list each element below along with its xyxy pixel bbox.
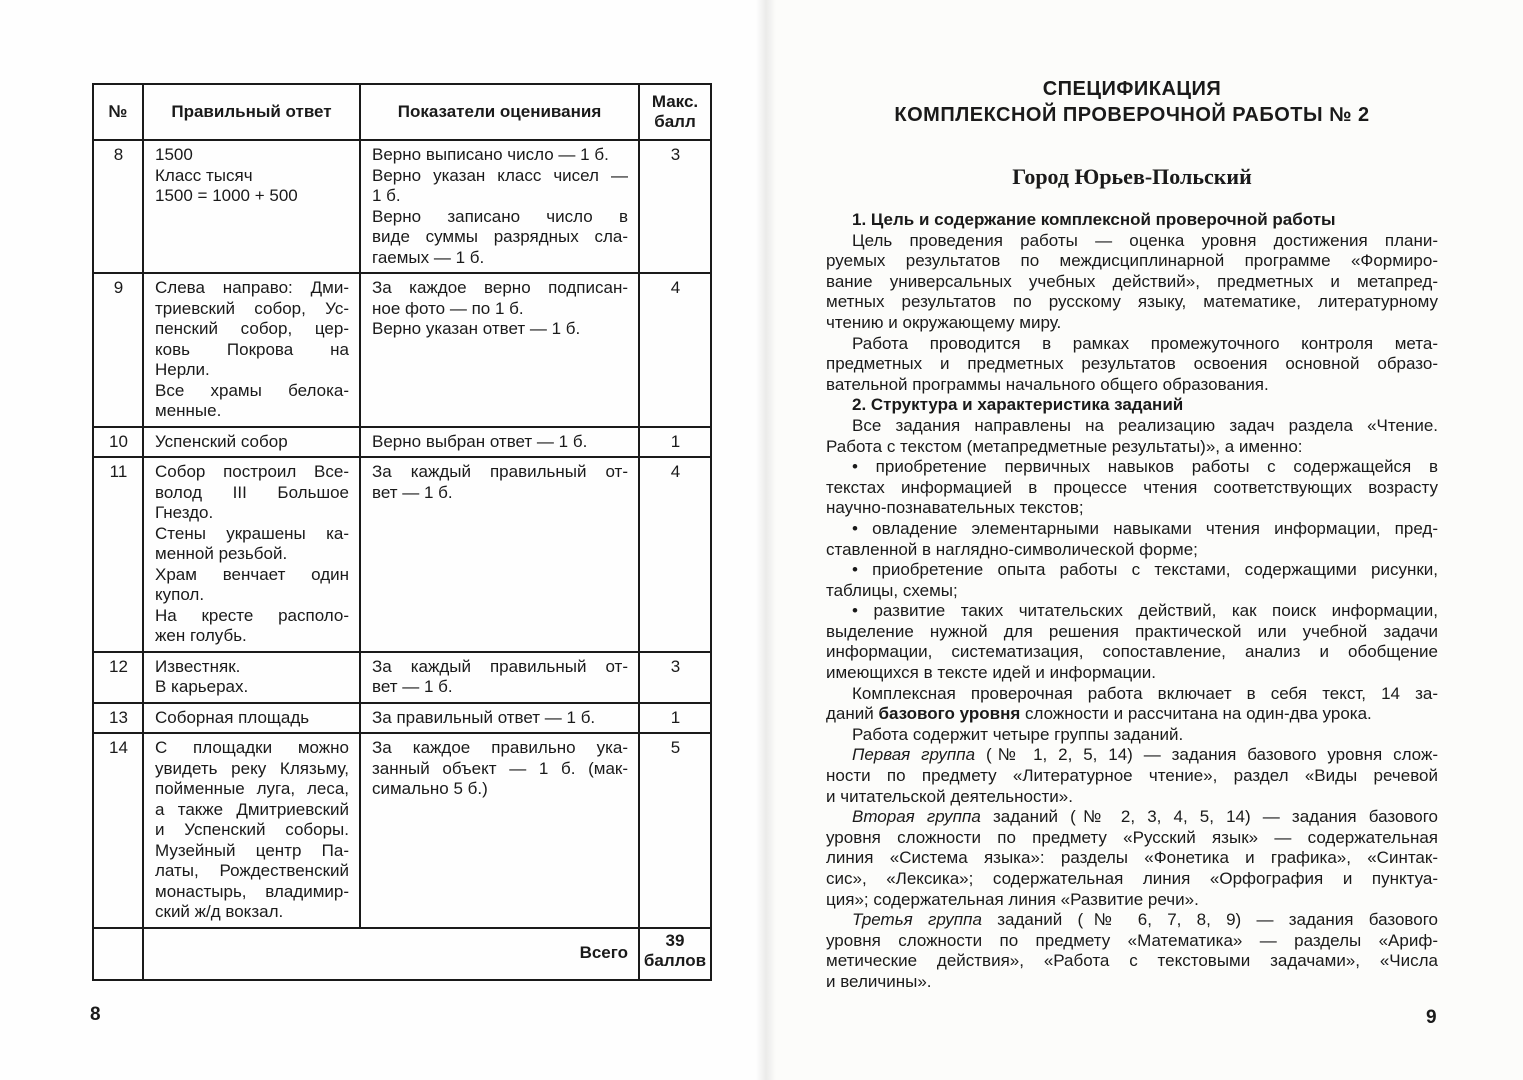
task-number: 9 — [93, 273, 143, 427]
text-line: и читательской деятельности». — [826, 786, 1073, 806]
paragraph — [826, 807, 1438, 910]
table-row — [93, 733, 711, 928]
text-line: менные. — [155, 401, 222, 420]
correct-answer-cell — [143, 733, 360, 928]
text-line: 1. Цель и содержание комплексной проверочной работы — [852, 210, 1336, 229]
text-line — [826, 704, 1438, 725]
max-score: 3 — [639, 652, 711, 703]
text-segment: (№ 1, 2, 5, 14) — задания базового уровня слож- — [975, 745, 1438, 765]
text-line: выделение нужной для решения практической или учебной задачи — [826, 621, 1438, 641]
text-line: имеющихся в тексте идей и информации. — [826, 663, 1156, 683]
text-line: За каждое правильно ука- — [372, 738, 628, 757]
text-line: Верно указан класс чисел — — [372, 165, 628, 185]
text-line: волод III Большое — [155, 482, 349, 502]
text-line: Слева направо: Дми- — [155, 278, 349, 297]
text-line: жен голубь. — [155, 626, 247, 645]
text-line: Все храмы белока- — [155, 380, 349, 400]
text-line: вет — 1 б. — [372, 482, 453, 502]
header-max-score — [639, 84, 711, 140]
text-line: и Успенский соборы. — [155, 820, 349, 839]
text-line: За каждое верно подписан- — [372, 278, 628, 297]
criteria-cell — [360, 273, 639, 427]
text-line: Стены украшены ка- — [155, 523, 349, 543]
paragraph — [826, 560, 1438, 601]
text-line: увидеть реку Клязьму, — [155, 758, 349, 778]
task-number: 13 — [93, 703, 143, 734]
page-number-right: 9 — [1426, 1007, 1437, 1028]
text-line: Известняк. — [155, 656, 241, 676]
total-value-cell — [639, 928, 711, 980]
italic-term: Третья группа — [852, 910, 982, 930]
text-line: ставленной в наглядно-символической форме; — [826, 539, 1198, 559]
text-line: Работа проводится в рамках промежуточного контроля мета- — [852, 333, 1438, 353]
criteria-cell — [360, 733, 639, 928]
text-line: Соборная площадь — [155, 707, 310, 727]
text-segment: заданий (№ 6, 7, 8, 9) — задания базового — [981, 910, 1438, 930]
text-line: ное фото — по 1 б. — [372, 298, 524, 318]
section-heading — [826, 210, 1438, 231]
table-row — [93, 652, 711, 703]
text-line: Верно записано число в — [372, 206, 628, 226]
text-line: предметных и предметных результатов освоения основной образо- — [826, 354, 1438, 374]
paragraph — [826, 745, 1438, 807]
text-line: Все задания направлены на реализацию задач раздела «Чтение. — [852, 415, 1438, 435]
correct-answer-cell — [143, 652, 360, 703]
text-line: монастырь, владимир- — [155, 881, 349, 901]
text-segment: даний — [826, 704, 879, 724]
text-line: 1500 = 1000 + 500 — [155, 186, 298, 205]
max-score: 4 — [639, 273, 711, 427]
paragraph — [826, 231, 1438, 334]
text-line: • овладение элементарными навыками чтения информации, пред- — [852, 518, 1438, 538]
table-row — [93, 273, 711, 427]
text-line: В карьерах. — [155, 677, 249, 696]
text-line: Класс тысяч — [155, 165, 253, 185]
paragraph — [826, 519, 1438, 560]
paragraph — [826, 334, 1438, 396]
text-line: На кресте располо- — [155, 605, 349, 625]
text-line: Верно выписано число — 1 б. — [372, 145, 609, 164]
table-row — [93, 140, 711, 273]
paragraph — [826, 725, 1438, 746]
text-line: руемых результатов по междисциплинарной программе «Формиро- — [826, 251, 1438, 271]
text-line: чтению и окружающему миру. — [826, 312, 1062, 332]
correct-answer-cell — [143, 273, 360, 427]
page-number-left: 8 — [90, 1004, 101, 1025]
text-line: симально 5 б.) — [372, 779, 488, 798]
text-line: ковь Покрова на — [155, 339, 349, 359]
criteria-cell — [360, 427, 639, 458]
spec-title-line2: КОМПЛЕКСНОЙ ПРОВЕРОЧНОЙ РАБОТЫ № 2 — [894, 104, 1370, 126]
text-line: Работа с текстом (метапредметные результаты)», а именно: — [826, 436, 1303, 456]
task-number: 12 — [93, 652, 143, 703]
specification-body — [826, 210, 1438, 993]
text-line: уровня сложности по предмету «Математика» — разделы «Ариф- — [826, 930, 1438, 950]
text-line: и величины». — [826, 971, 932, 991]
text-line: • приобретение опыта работы с текстами, содержащими рисунки, — [852, 560, 1438, 580]
text-line — [826, 807, 1438, 828]
text-line: Работа содержит четыре группы заданий. — [852, 724, 1184, 744]
table-header-row — [93, 84, 711, 140]
text-line: метных результатов по русскому языку, математике, литературному — [826, 292, 1438, 312]
criteria-cell — [360, 703, 639, 734]
text-line: Собор построил Все- — [155, 462, 349, 481]
text-line: С площадки можно — [155, 738, 349, 757]
total-unit: баллов — [643, 951, 707, 970]
text-line: • приобретение первичных навыков работы с содержащейся в — [852, 457, 1438, 477]
correct-answer-cell — [143, 703, 360, 734]
text-line: Гнездо. — [155, 503, 214, 522]
text-line: ция»; содержательная линия «Развитие речи». — [826, 889, 1199, 909]
text-line: сис», «Лексика»; содержательная линия «Орфография и пунктуа- — [826, 869, 1438, 888]
text-line: Музейный центр Па- — [155, 840, 349, 860]
max-score: 1 — [639, 703, 711, 734]
text-line: • развитие таких читательских действий, как поиск информации, — [852, 601, 1438, 621]
text-line: Храм венчает один — [155, 564, 349, 584]
text-segment: заданий (№ 2, 3, 4, 5, 14) — задания базового — [980, 807, 1439, 827]
text-line: триевский собор, Ус- — [155, 298, 349, 318]
task-number: 10 — [93, 427, 143, 458]
text-segment: сложности и рассчитана на один-два урока. — [1020, 704, 1372, 724]
text-line: пойменные луга, леса, — [155, 779, 349, 798]
text-line: латы, Рождественский — [155, 861, 349, 880]
text-line: 2. Структура и характеристика заданий — [852, 395, 1184, 415]
correct-answer-cell — [143, 140, 360, 273]
text-line: линия «Система языка»: разделы «Фонетика и графика», «Синтак- — [826, 848, 1438, 868]
header-max-line2: балл — [654, 112, 696, 131]
header-answer: Правильный ответ — [143, 84, 360, 140]
text-line: Верно указан ответ — 1 б. — [372, 319, 581, 338]
table-row — [93, 457, 711, 652]
paragraph — [826, 684, 1438, 725]
text-line: пенский собор, цер- — [155, 319, 349, 338]
text-line: Цель проведения работы — оценка уровня достижения плани- — [852, 230, 1438, 250]
total-label: Всего — [143, 928, 639, 980]
table-row — [93, 703, 711, 734]
total-row — [93, 928, 711, 980]
correct-answer-cell — [143, 427, 360, 458]
text-line: ности по предмету «Литературное чтение», раздел «Виды речевой — [826, 766, 1438, 786]
text-line: метические действия», «Работа с текстовыми задачами», «Числа — [826, 951, 1438, 971]
text-line: вание универсальных учебных действий», предметных и метапред- — [826, 271, 1438, 291]
paragraph — [826, 457, 1438, 519]
task-number: 8 — [93, 140, 143, 273]
header-criteria: Показатели оценивания — [360, 84, 639, 140]
table-row — [93, 427, 711, 458]
section-heading — [826, 395, 1438, 416]
text-line: За правильный ответ — 1 б. — [372, 707, 596, 727]
text-line: информации, систематизация, сопоставление, анализ и обобщение — [826, 642, 1438, 662]
text-line: За каждый правильный от- — [372, 462, 628, 481]
text-line — [826, 745, 1438, 766]
criteria-cell — [360, 457, 639, 652]
text-line — [826, 910, 1438, 931]
text-line: Нерли. — [155, 360, 210, 379]
text-line: ский ж/д вокзал. — [155, 902, 284, 921]
max-score: 5 — [639, 733, 711, 928]
text-line: таблицы, схемы; — [826, 580, 958, 600]
header-number: № — [93, 84, 143, 140]
header-max-line1: Макс. — [651, 91, 699, 111]
text-line: гаемых — 1 б. — [372, 247, 485, 267]
text-line: занный объект — 1 б. (мак- — [372, 758, 628, 778]
text-line: 1 б. — [372, 186, 401, 205]
text-line: 1500 — [155, 145, 193, 164]
paragraph — [826, 416, 1438, 457]
paragraph — [826, 601, 1438, 683]
italic-term: Вторая группа — [852, 807, 981, 827]
text-line: Успенский собор — [155, 431, 288, 451]
answers-table — [92, 83, 712, 981]
task-number: 14 — [93, 733, 143, 928]
city-heading: Город Юрьев-Польский — [1012, 164, 1252, 189]
total-empty-cell — [93, 928, 143, 980]
text-line: Верно выбран ответ — 1 б. — [372, 431, 588, 451]
task-number: 11 — [93, 457, 143, 652]
text-line: менной резьбой. — [155, 544, 288, 563]
paragraph — [826, 910, 1438, 992]
book-gutter — [756, 0, 776, 1080]
text-line: вет — 1 б. — [372, 677, 453, 696]
text-line: уровня сложности по предмету «Русский язык» — содержательная — [826, 827, 1438, 847]
max-score: 4 — [639, 457, 711, 652]
spec-title-line1: СПЕЦИФИКАЦИЯ — [1042, 78, 1222, 100]
total-value: 39 — [665, 930, 685, 950]
correct-answer-cell — [143, 457, 360, 652]
text-line: вательной программы начального общего образования. — [826, 374, 1269, 394]
text-line: виде суммы разрядных сла- — [372, 227, 628, 246]
text-line: научно-познавательных текстов; — [826, 498, 1084, 518]
italic-term: Первая группа — [852, 745, 976, 765]
max-score: 1 — [639, 427, 711, 458]
text-line: Комплексная проверочная работа включает в себя текст, 14 за- — [852, 683, 1438, 703]
criteria-cell — [360, 652, 639, 703]
text-line: За каждый правильный от- — [372, 656, 628, 676]
bold-term: базового уровня — [878, 704, 1021, 724]
max-score: 3 — [639, 140, 711, 273]
text-line: текстах информацией в процессе чтения соответствующих возрасту — [826, 477, 1438, 497]
text-line: купол. — [155, 585, 205, 604]
criteria-cell — [360, 140, 639, 273]
text-line: а также Дмитриевский — [155, 799, 349, 819]
